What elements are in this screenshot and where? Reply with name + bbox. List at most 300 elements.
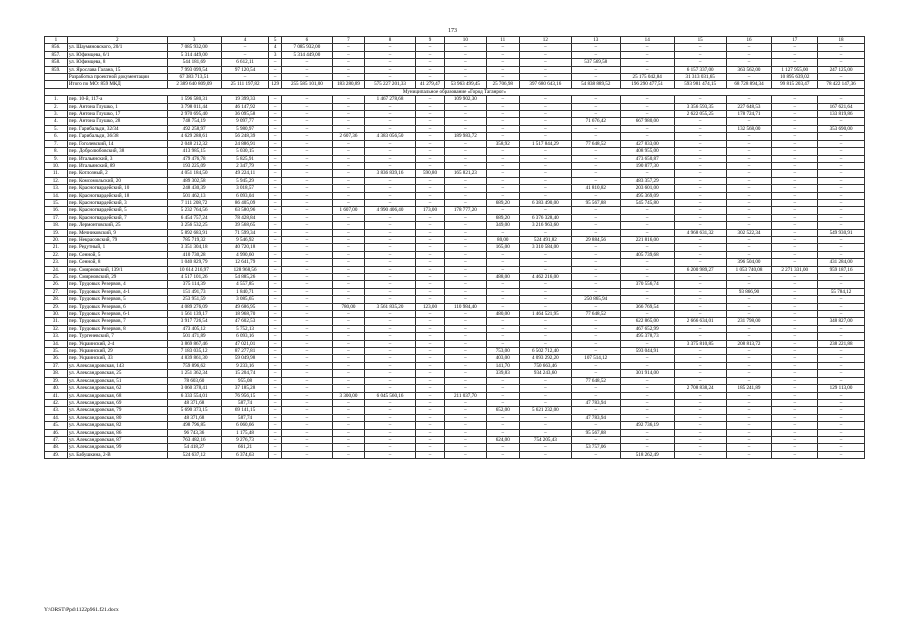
table-cell: – [674, 133, 726, 140]
table-cell: – [571, 451, 620, 458]
table-cell: – [519, 170, 571, 177]
table-cell: – [269, 429, 281, 436]
table-cell: – [445, 74, 487, 81]
table-cell: – [772, 59, 818, 66]
table-cell: – [415, 66, 444, 73]
table-row [45, 325, 865, 332]
table-cell: – [519, 96, 571, 103]
table-cell: 68 728 894,34 [726, 81, 772, 88]
table-row [45, 162, 865, 169]
table-cell: – [281, 244, 332, 251]
table-cell: – [332, 451, 364, 458]
table-row [45, 155, 865, 162]
table-cell: 479 476,78 [167, 155, 221, 162]
table-cell: 3 310 584,00 [519, 244, 571, 251]
table-cell: 55 784,12 [818, 288, 865, 295]
table-cell: 4 [269, 44, 281, 51]
table-cell: пер. Редутный, 1 [67, 244, 167, 251]
table-cell: – [571, 103, 620, 110]
table-cell: – [415, 414, 444, 421]
table-cell: – [674, 96, 726, 103]
table-cell: – [726, 96, 772, 103]
table-cell: 6 374,63 [221, 451, 269, 458]
table-cell: – [818, 436, 865, 443]
table-cell: 39. [45, 377, 68, 384]
table-cell: – [519, 259, 571, 266]
table-cell: 501 462,13 [167, 192, 221, 199]
table-cell: – [726, 59, 772, 66]
table-cell: – [415, 451, 444, 458]
table-cell: – [445, 59, 487, 66]
table-cell: 44. [45, 414, 68, 421]
table-cell: 301 914,00 [620, 370, 674, 377]
table-cell: 78 422 147,36 [818, 81, 865, 88]
table-cell: – [281, 214, 332, 221]
table-cell: 349,00 [486, 222, 519, 229]
table-cell: – [674, 311, 726, 318]
column-number: 8 [365, 37, 416, 44]
table-cell: – [620, 259, 674, 266]
table-cell: – [674, 118, 726, 125]
table-cell: – [772, 214, 818, 221]
table-cell: – [620, 355, 674, 362]
table-cell: – [281, 59, 332, 66]
table-cell: 363 562,00 [726, 66, 772, 73]
table-cell: – [445, 44, 487, 51]
table-cell: – [726, 118, 772, 125]
table-cell: – [519, 429, 571, 436]
table-cell: – [281, 125, 332, 132]
table-cell: – [332, 244, 364, 251]
table-cell: – [445, 111, 487, 118]
table-cell: – [818, 44, 865, 51]
table-cell: – [415, 325, 444, 332]
table-cell: – [726, 407, 772, 414]
table-cell: – [726, 162, 772, 169]
table-cell: – [445, 244, 487, 251]
table-cell: 78 428,84 [221, 214, 269, 221]
table-cell: 4 383 056,50 [365, 133, 416, 140]
table-cell: – [445, 436, 487, 443]
table-cell: – [415, 155, 444, 162]
table-cell: – [772, 288, 818, 295]
table-cell: – [486, 170, 519, 177]
table-cell: – [571, 325, 620, 332]
table-cell: – [571, 207, 620, 214]
table-cell: – [818, 207, 865, 214]
table-cell: – [519, 207, 571, 214]
table-cell: Разработка проектной документации [67, 74, 167, 81]
table-cell: пер. Гарибальди, 36/38 [67, 133, 167, 140]
table-cell: – [519, 192, 571, 199]
table-cell: – [445, 385, 487, 392]
table-cell: пер. Трудовых Резервов, 4-1 [67, 288, 167, 295]
table-cell: – [332, 155, 364, 162]
table-cell: пер. Некрасовский, 79 [67, 236, 167, 243]
table-cell: пер. Гоголевский, 14 [67, 140, 167, 147]
table-cell: – [772, 140, 818, 147]
column-number: 13 [571, 37, 620, 44]
table-cell: – [269, 399, 281, 406]
table-cell: – [571, 281, 620, 288]
table-cell: 167 621,64 [818, 103, 865, 110]
table-cell: – [415, 392, 444, 399]
table-cell: пер. Трудовых Резервов, 6-1 [67, 311, 167, 318]
table-cell: 133 819,86 [818, 111, 865, 118]
table-cell: – [415, 407, 444, 414]
table-cell: 859. [45, 66, 68, 73]
table-cell: – [486, 385, 519, 392]
table-cell: – [332, 362, 364, 369]
table-cell: ул. Александровская, 51 [67, 377, 167, 384]
table-cell: 501 471,89 [167, 333, 221, 340]
table-cell: 7 993 099,54 [167, 66, 221, 73]
table-cell: – [269, 385, 281, 392]
table-cell: – [726, 281, 772, 288]
table-cell: – [415, 340, 444, 347]
table-row [45, 451, 865, 458]
table-cell: – [571, 333, 620, 340]
table-cell: 4 462 216,00 [519, 274, 571, 281]
table-row [45, 429, 865, 436]
table-cell: – [772, 348, 818, 355]
table-cell: 95 567,88 [571, 199, 620, 206]
table-cell: – [486, 333, 519, 340]
table-cell: – [269, 318, 281, 325]
table-cell: 11. [45, 170, 68, 177]
table-cell: – [281, 385, 332, 392]
table-cell: – [281, 74, 332, 81]
table-cell: 4 990,60 [221, 251, 269, 258]
table-cell: – [620, 414, 674, 421]
table-cell: 4 990 406,40 [365, 207, 416, 214]
table-cell: – [269, 111, 281, 118]
table-cell: – [620, 111, 674, 118]
table-row [45, 414, 865, 421]
table-row [45, 399, 865, 406]
table-cell: – [486, 422, 519, 429]
table-cell: – [415, 133, 444, 140]
table-cell: 544 181,69 [167, 59, 221, 66]
table-cell: – [571, 348, 620, 355]
table-cell: – [772, 103, 818, 110]
table-cell: – [620, 311, 674, 318]
table-cell: – [571, 362, 620, 369]
table-cell: – [726, 236, 772, 243]
table-cell: 250 865,94 [571, 296, 620, 303]
table-cell: – [281, 296, 332, 303]
table-cell: – [726, 370, 772, 377]
table-cell: – [332, 444, 364, 451]
table-cell: – [415, 185, 444, 192]
table-cell: 47 602,53 [221, 318, 269, 325]
table-cell: 405 739,68 [620, 251, 674, 258]
table-cell: – [571, 274, 620, 281]
table-cell: – [674, 333, 726, 340]
table-row [45, 74, 865, 81]
table-cell: – [571, 170, 620, 177]
table-cell: 87 277,81 [221, 348, 269, 355]
table-cell: – [281, 155, 332, 162]
table-cell: 587,74 [221, 399, 269, 406]
table-cell: – [818, 222, 865, 229]
table-cell: пер. Красногвардейский, 10 [67, 185, 167, 192]
table-cell: – [674, 170, 726, 177]
table-cell: 1 517 844,29 [519, 140, 571, 147]
table-cell: 54 885,26 [221, 274, 269, 281]
table-cell: 47 783,94 [571, 414, 620, 421]
table-cell: пер. 10-й, 117-а [67, 96, 167, 103]
table-cell: – [486, 185, 519, 192]
table-cell: – [519, 51, 571, 58]
table-cell: 71 599,34 [221, 229, 269, 236]
table-cell: 1 840,71 [221, 288, 269, 295]
table-cell: 2 271 331,00 [772, 266, 818, 273]
table-cell: – [332, 66, 364, 73]
table-cell: – [818, 422, 865, 429]
table-row [45, 407, 865, 414]
table-cell: – [818, 133, 865, 140]
table-row [45, 385, 865, 392]
table-cell: – [415, 214, 444, 221]
column-number: 4 [221, 37, 269, 44]
table-cell: 498 796,85 [167, 422, 221, 429]
table-cell: – [571, 66, 620, 73]
table-cell: – [365, 422, 416, 429]
table-cell: – [772, 385, 818, 392]
table-cell: 77 648,52 [571, 311, 620, 318]
table-cell: 36 095,58 [221, 111, 269, 118]
table-cell: 748 754,19 [167, 118, 221, 125]
capital-repair-table [44, 36, 865, 459]
table-cell: 413 985,15 [167, 148, 221, 155]
table-cell: – [674, 281, 726, 288]
table-cell: 6 045 560,16 [365, 392, 416, 399]
table-cell: ул. Александровская, 87 [67, 436, 167, 443]
table-cell: 151 491,73 [167, 288, 221, 295]
table-cell: 12 641,79 [221, 259, 269, 266]
table-cell: – [726, 199, 772, 206]
table-cell: – [269, 199, 281, 206]
table-cell: – [332, 355, 364, 362]
table-cell: 32. [45, 325, 68, 332]
column-number: 3 [167, 37, 221, 44]
table-cell: 489 302,58 [167, 177, 221, 184]
table-cell: – [415, 111, 444, 118]
table-cell: 109 902,30 [445, 96, 487, 103]
table-cell: – [620, 266, 674, 273]
table-cell: – [269, 274, 281, 281]
table-cell: – [365, 103, 416, 110]
table-cell: – [415, 348, 444, 355]
table-cell: 10. [45, 162, 68, 169]
table-cell: 15 204,74 [221, 370, 269, 377]
table-cell: – [281, 177, 332, 184]
table-cell: – [332, 259, 364, 266]
table-cell: – [269, 422, 281, 429]
table-cell: – [818, 236, 865, 243]
table-cell: – [365, 318, 416, 325]
table-cell: 3 060 378,41 [167, 385, 221, 392]
table-cell: – [772, 392, 818, 399]
table-cell: – [519, 125, 571, 132]
table-cell: – [365, 399, 416, 406]
table-cell: – [332, 414, 364, 421]
table-cell: – [818, 348, 865, 355]
table-cell: – [269, 236, 281, 243]
table-cell: пер. Антона Глушко, 1 [67, 103, 167, 110]
table-cell: 38. [45, 370, 68, 377]
table-cell: – [365, 140, 416, 147]
table-cell: – [415, 266, 444, 273]
table-cell: – [332, 266, 364, 273]
table-cell: – [445, 422, 487, 429]
table-cell: – [674, 222, 726, 229]
table-cell: 593 981 474,15 [674, 81, 726, 88]
table-cell: пер. Трудовых Резервов, 6 [67, 303, 167, 310]
table-cell: – [445, 451, 487, 458]
table-cell: 107 514,12 [571, 355, 620, 362]
table-cell: – [818, 199, 865, 206]
table-cell: – [772, 259, 818, 266]
table-cell: – [332, 111, 364, 118]
table-cell: 178 777,20 [445, 207, 487, 214]
table-cell: – [281, 199, 332, 206]
table-cell: – [445, 414, 487, 421]
table-cell: – [445, 214, 487, 221]
table-cell: – [818, 407, 865, 414]
table-cell: – [772, 229, 818, 236]
table-cell: – [726, 444, 772, 451]
table-cell: – [818, 51, 865, 58]
table-cell: 5 314 449,00 [167, 51, 221, 58]
table-cell: 238 221,88 [818, 340, 865, 347]
table-cell: – [365, 429, 416, 436]
table-cell: – [486, 377, 519, 384]
table-cell: – [674, 192, 726, 199]
table-cell: – [486, 259, 519, 266]
table-cell: 3 351 304,18 [167, 244, 221, 251]
table-cell: – [281, 281, 332, 288]
table-cell: – [772, 422, 818, 429]
table-cell: 25 706,98 [486, 81, 519, 88]
table-cell: – [726, 155, 772, 162]
table-cell: 7 085 932,00 [281, 44, 332, 51]
table-cell: 10 895 639,02 [772, 74, 818, 81]
table-cell: 1 053 740,08 [726, 266, 772, 273]
table-cell: 624,00 [486, 436, 519, 443]
table-cell: – [281, 451, 332, 458]
table-row [45, 362, 865, 369]
table-row [45, 177, 865, 184]
table-cell: – [365, 385, 416, 392]
table-cell: – [674, 407, 726, 414]
table-cell: – [415, 59, 444, 66]
table-cell: – [332, 251, 364, 258]
table-cell: – [415, 296, 444, 303]
table-cell: – [772, 44, 818, 51]
table-row [45, 148, 865, 155]
table-cell: 9 546,92 [221, 236, 269, 243]
table-cell: – [486, 318, 519, 325]
table-cell: – [726, 296, 772, 303]
table-cell: – [365, 325, 416, 332]
table-cell: – [519, 266, 571, 273]
table-cell: 302 522,34 [726, 229, 772, 236]
table-cell: 16. [45, 207, 68, 214]
table-cell: 3 561 835,20 [365, 303, 416, 310]
table-cell: 1 561 139,17 [167, 311, 221, 318]
table-cell: – [269, 74, 281, 81]
table-cell: 467 652,99 [620, 325, 674, 332]
table-cell: – [486, 125, 519, 132]
table-cell: – [365, 229, 416, 236]
table-cell: 47 783,94 [571, 399, 620, 406]
table-cell: 93 866,90 [726, 288, 772, 295]
table-row [45, 118, 865, 125]
table-cell: 427 833,00 [620, 140, 674, 147]
table-cell: 2 347,79 [221, 162, 269, 169]
table-cell: – [269, 133, 281, 140]
table-cell: – [281, 333, 332, 340]
table-cell: 189 983,72 [445, 133, 487, 140]
table-cell: 753,00 [486, 348, 519, 355]
table-cell: – [818, 274, 865, 281]
table-cell: – [365, 236, 416, 243]
table-cell: – [726, 251, 772, 258]
table-cell: – [445, 399, 487, 406]
table-cell: – [571, 244, 620, 251]
table-cell: пер. Красногвардейский, 7 [67, 214, 167, 221]
column-number: 9 [415, 37, 444, 44]
table-cell: – [365, 259, 416, 266]
table-cell: 353 690,00 [818, 125, 865, 132]
table-cell: 48 371,68 [167, 399, 221, 406]
table-cell: – [772, 177, 818, 184]
table-cell: 7. [45, 140, 68, 147]
table-cell: ул. Александровская, 80 [67, 414, 167, 421]
table-cell: 593 044,91 [620, 348, 674, 355]
table-cell: – [772, 333, 818, 340]
table-cell: – [772, 436, 818, 443]
column-number: 5 [269, 37, 281, 44]
table-cell: 31. [45, 318, 68, 325]
table-cell: 549 930,91 [818, 229, 865, 236]
table-cell: 483 357,29 [620, 177, 674, 184]
table-cell: 375 114,39 [167, 281, 221, 288]
table-cell: 48 371,68 [167, 414, 221, 421]
table-cell: 4. [45, 118, 68, 125]
table-cell: – [620, 44, 674, 51]
table-cell: – [772, 311, 818, 318]
table-cell: – [674, 399, 726, 406]
table-cell: – [571, 96, 620, 103]
table-cell: – [818, 140, 865, 147]
table-cell: – [620, 214, 674, 221]
table-cell: – [726, 333, 772, 340]
table-cell: – [620, 377, 674, 384]
table-cell: 575 227 201,33 [365, 81, 416, 88]
table-cell: – [674, 429, 726, 436]
table-row [45, 214, 865, 221]
table-cell: – [486, 325, 519, 332]
table-cell: – [620, 51, 674, 58]
table-cell: – [519, 133, 571, 140]
table-row [45, 59, 865, 66]
table-cell: – [365, 125, 416, 132]
table-cell: 6. [45, 133, 68, 140]
table-cell: 4 089 276,09 [167, 303, 221, 310]
